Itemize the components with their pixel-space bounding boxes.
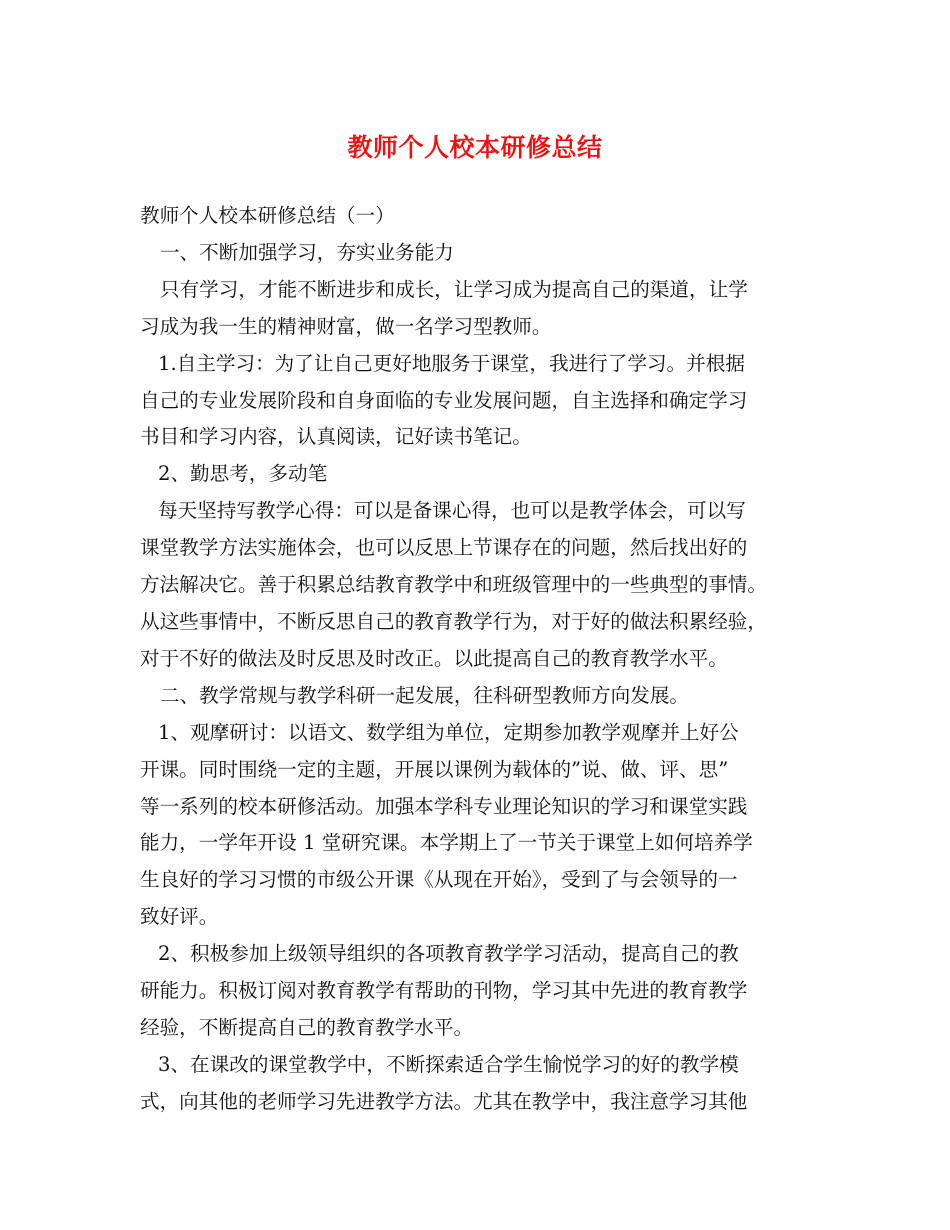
paragraph-line: 习成为我一生的精神财富，做一名学习型教师。 [140,314,552,338]
paragraph-line: 研能力。积极订阅对教育教学有帮助的刊物，学习其中先进的教育教学 [140,979,748,1003]
paragraph-line: 2、积极参加上级领导组织的各项教育教学学习活动，提高自己的教 [158,942,739,966]
paragraph-line: 3、在课改的课堂教学中，不断探索适合学生愉悦学习的好的教学模 [158,1052,739,1076]
paragraph-line: 致好评。 [140,905,219,929]
subheading: 二、教学常规与教学科研一起发展，往科研型教师方向发展。 [160,683,690,707]
paragraph-line: 自己的专业发展阶段和自身面临的专业发展问题，自主选择和确定学习 [140,388,748,412]
document-title: 教师个人校本研修总结 [347,133,603,162]
paragraph-line: 书目和学习内容，认真阅读，记好读书笔记。 [140,425,532,449]
paragraph-line: 方法解决它。善于积累总结教育教学中和班级管理中的一些典型的事情。 [140,573,767,597]
paragraph-line: 1.自主学习：为了让自己更好地服务于课堂，我进行了学习。并根据 [158,351,745,375]
paragraph-line: 只有学习，才能不断进步和成长，让学习成为提高自己的渠道，让学 [160,277,748,301]
paragraph-line: 生良好的学习习惯的市级公开课《从现在开始》，受到了与会领导的一 [140,868,738,892]
paragraph-line: 1、观摩研讨：以语文、数学组为单位，定期参加教学观摩并上好公 [158,720,739,744]
paragraph-line: 开课。同时围绕一定的主题，开展以课例为载体的”说、做、评、思” [140,757,729,781]
subheading: 一、不断加强学习，夯实业务能力 [160,240,454,264]
paragraph-line: 每天坚持写教学心得：可以是备课心得，也可以是教学体会，可以写 [158,499,746,523]
document-body [140,198,816,1121]
section-heading: 教师个人校本研修总结（一） [140,204,395,227]
paragraph-line: 课堂教学方法实施体会，也可以反思上节课存在的问题，然后找出好的 [140,536,748,560]
paragraph-line: 能力，一学年开设 1 堂研究课。本学期上了一节关于课堂上如何培养学 [140,831,753,855]
subheading: 2、勤思考，多动笔 [158,462,328,486]
paragraph-line: 等一系列的校本研修活动。加强本学科专业理论知识的学习和课堂实践 [140,794,748,818]
paragraph-line: 经验，不断提高自己的教育教学水平。 [140,1015,474,1039]
paragraph-line: 从这些事情中，不断反思自己的教育教学行为，对于好的做法积累经验， [140,609,767,633]
paragraph-line: 对于不好的做法及时反思及时改正。以此提高自己的教育教学水平。 [140,646,728,670]
paragraph-line: 式，向其他的老师学习先进教学方法。尤其在教学中，我注意学习其他 [140,1089,748,1113]
